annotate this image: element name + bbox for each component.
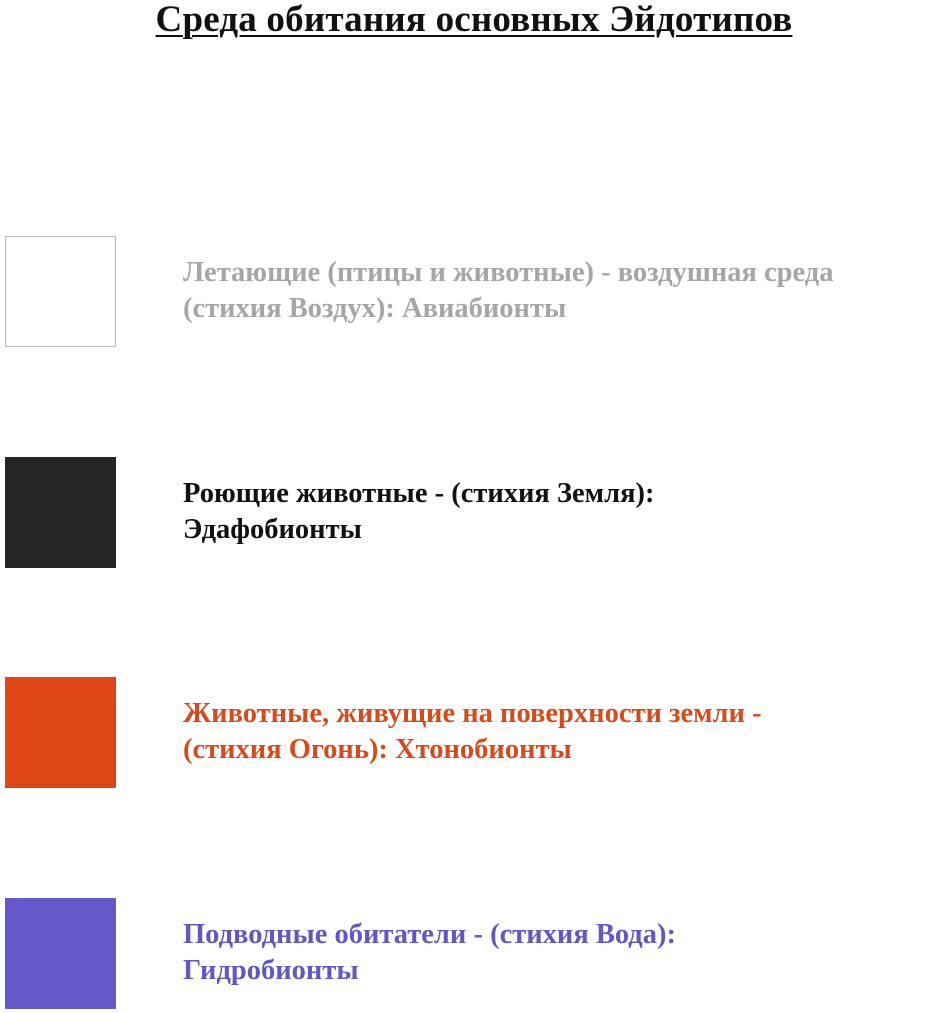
legend-label-line: Роющие животные - (стихия Земля):: [183, 478, 655, 509]
legend-label-fire: [183, 696, 948, 768]
legend-item-fire: [0, 677, 948, 789]
legend-label-earth: [183, 476, 948, 548]
legend-label-line: Гидробионты: [183, 955, 359, 986]
color-swatch-earth: [5, 457, 116, 568]
color-swatch-water: [5, 898, 116, 1009]
legend-label-line: (стихия Огонь): Хтонобионты: [183, 734, 572, 765]
legend-label-air: [183, 255, 948, 327]
legend-item-air: [0, 236, 948, 348]
legend-label-line: Летающие (птицы и животные) - воздушная среда: [183, 257, 834, 288]
legend-label-water: [183, 917, 948, 989]
legend-label-line: (стихия Воздух): Авиабионты: [183, 293, 567, 324]
legend-label-line: Подводные обитатели - (стихия Вода):: [183, 919, 676, 950]
color-swatch-air: [5, 236, 116, 347]
legend-item-earth: [0, 457, 948, 569]
legend-item-water: [0, 898, 948, 1010]
legend-label-line: Животные, живущие на поверхности земли -: [183, 698, 762, 729]
legend-label-line: Эдафобионты: [183, 514, 362, 545]
color-swatch-fire: [5, 677, 116, 788]
page-title: Среда обитания основных Эйдотипов: [155, 0, 793, 40]
